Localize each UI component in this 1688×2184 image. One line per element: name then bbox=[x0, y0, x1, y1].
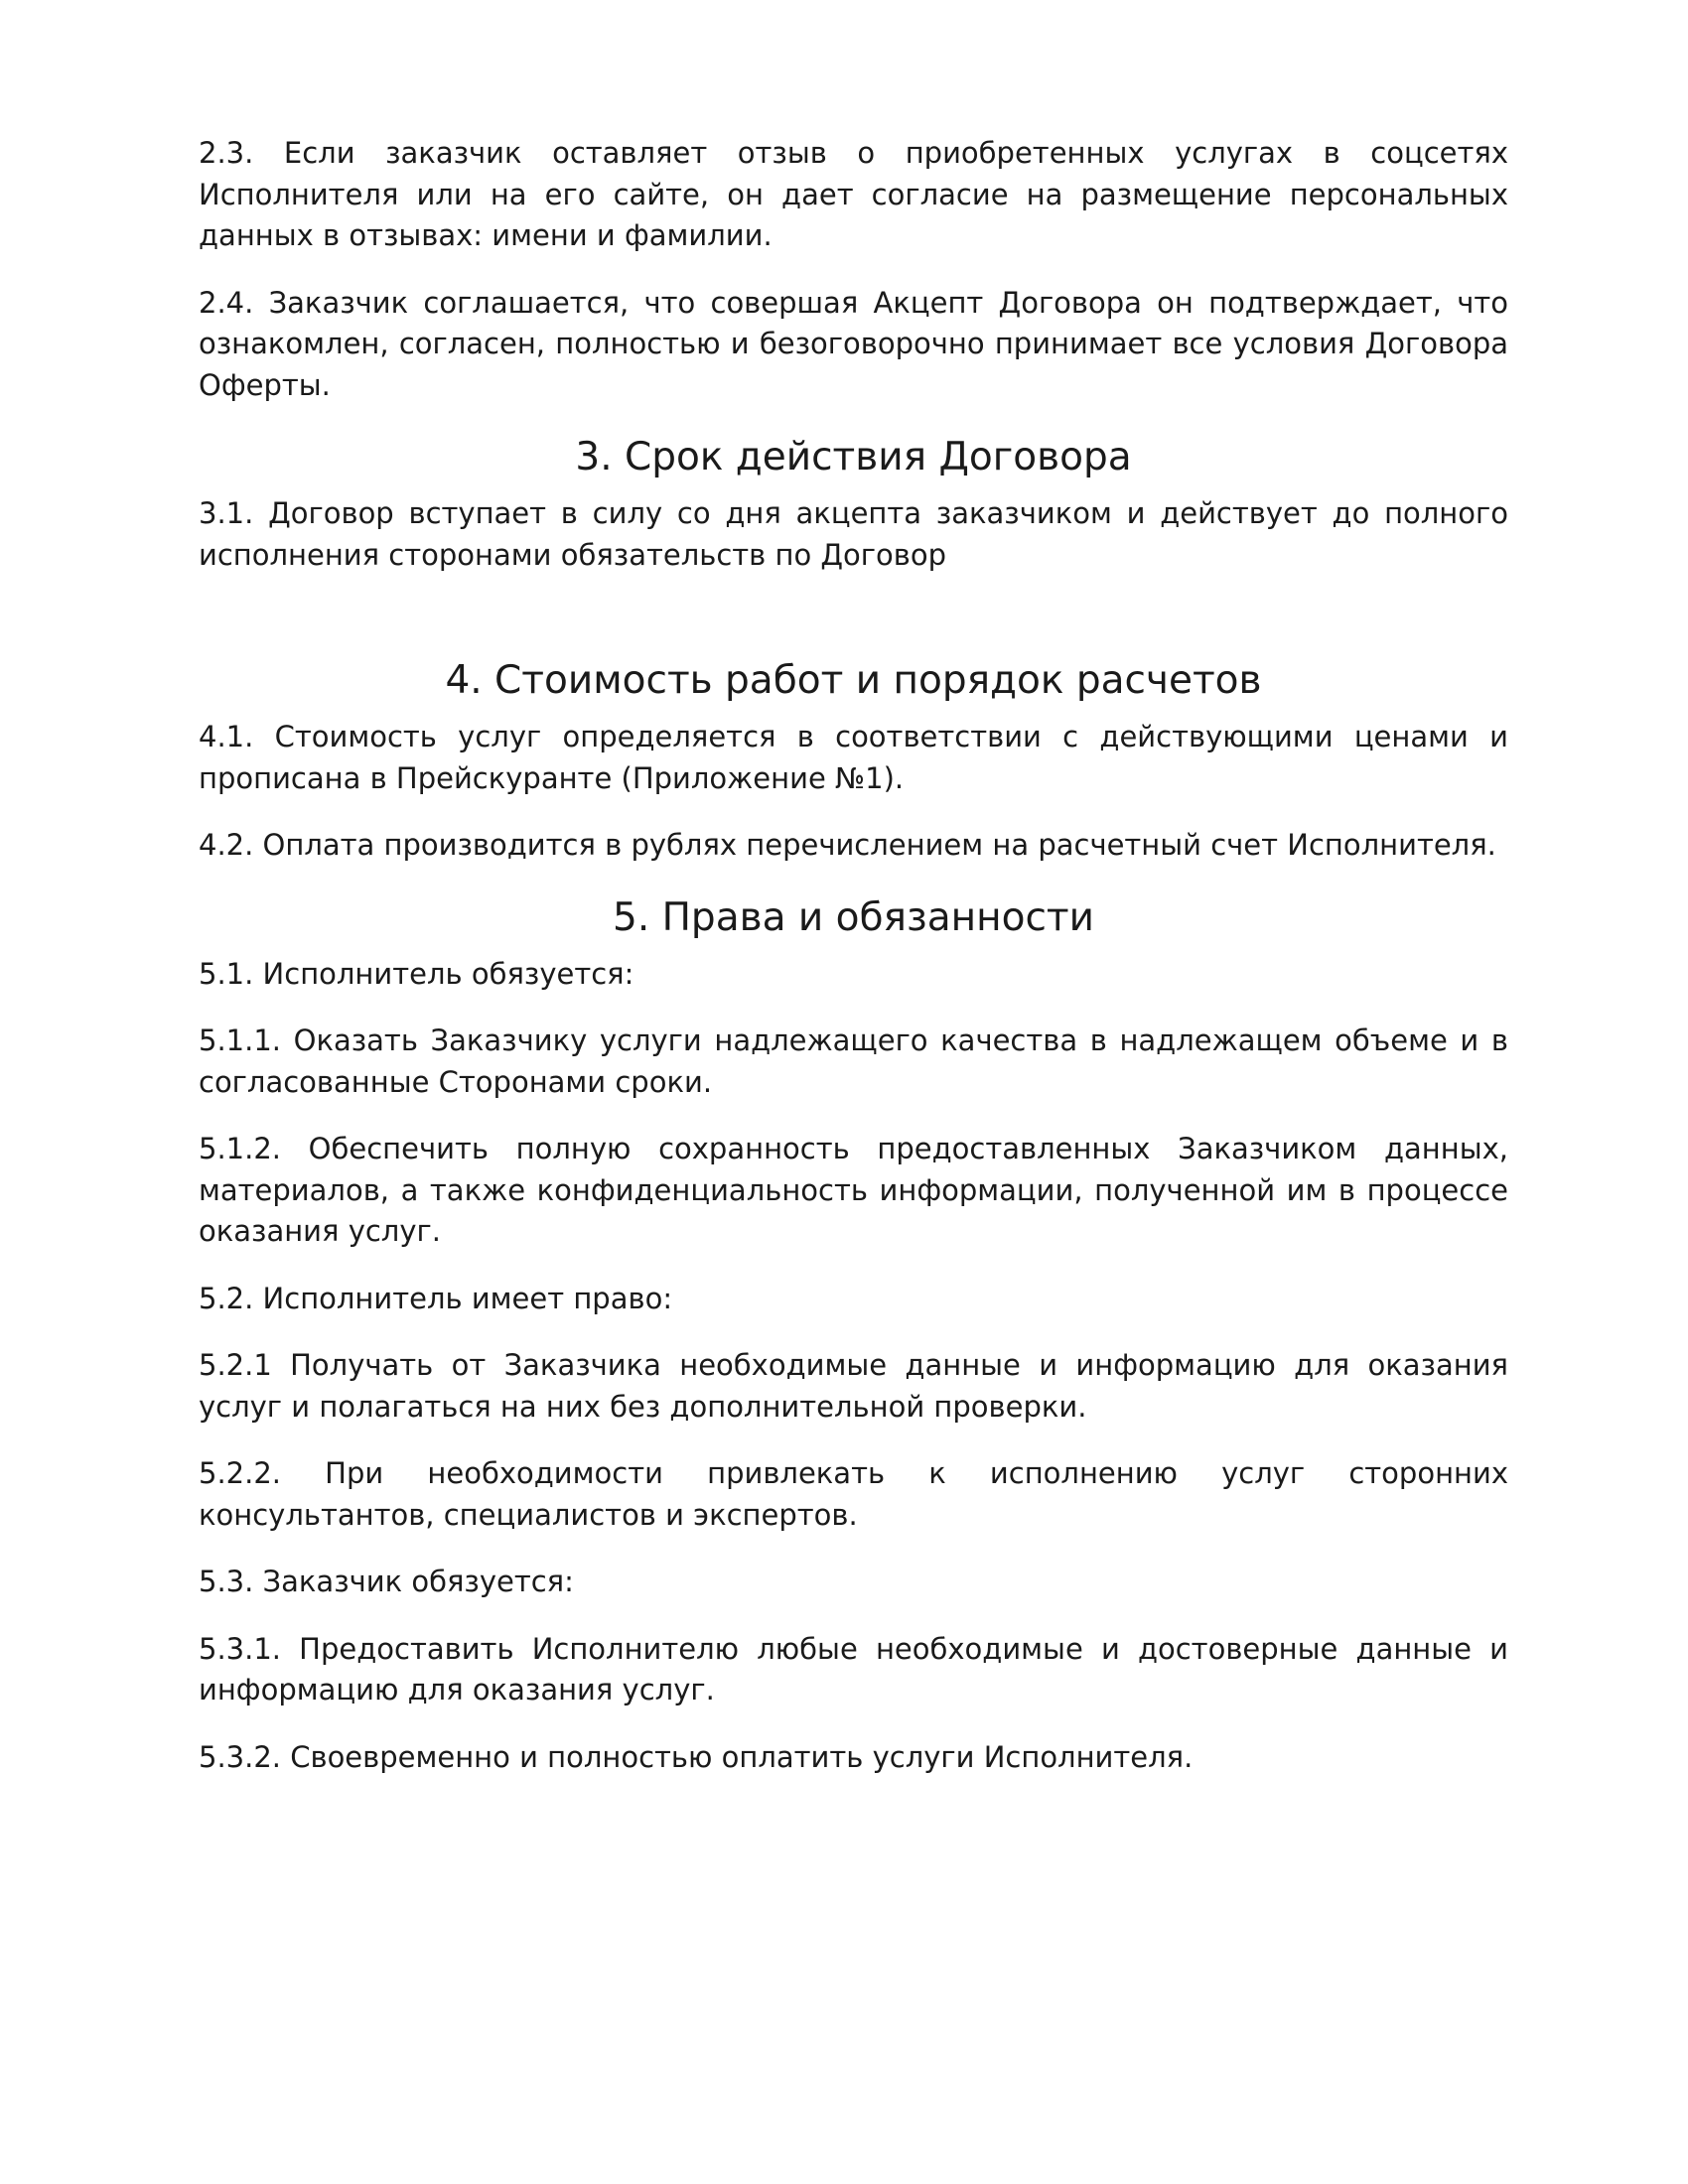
section-4-heading: 4. Стоимость работ и порядок расчетов bbox=[445, 658, 1262, 703]
clause-5-3-2: 5.3.2. Своевременно и полностью оплатить услуги Исполнителя. bbox=[199, 1739, 1194, 1774]
clause-4-2: 4.2. Оплата производится в рублях перечислением на расчетный счет Исполнителя. bbox=[199, 828, 1496, 862]
document-page bbox=[199, 133, 1508, 1804]
clause-5-3: 5.3. Заказчик обязуется: bbox=[199, 1565, 574, 1598]
clause-2-4: 2.4. Заказчик соглашается, что совершая Акцепт Договора он подтверждает, что ознакомлен, согласен, полностью и безоговорочно принимает все условия Договора Оферты. bbox=[199, 285, 1508, 402]
clause-5-1-1: 5.1.1. Оказать Заказчику услуги надлежащего качества в надлежащем объеме и в согласованные Сторонами сроки. bbox=[199, 1024, 1508, 1099]
section-3-heading: 3. Срок действия Договора bbox=[575, 435, 1132, 479]
clause-5-1-2: 5.1.2. Обеспечить полную сохранность предоставленных Заказчиком данных, материалов, а также конфиденциальность информации, полученной им в процессе оказания услуг. bbox=[199, 1132, 1508, 1248]
clause-5-2-2: 5.2.2. При необходимости привлекать к исполнению услуг сторонних консультантов, специалистов и экспертов. bbox=[199, 1456, 1508, 1532]
clause-5-2-1: 5.2.1 Получать от Заказчика необходимые данные и информацию для оказания услуг и полагаться на них без дополнительной проверки. bbox=[199, 1348, 1508, 1424]
clause-5-2: 5.2. Исполнитель имеет право: bbox=[199, 1281, 673, 1315]
clause-3-1: 3.1. Договор вступает в силу со дня акцепта заказчиком и действует до полного исполнения сторонами обязательств по Договор bbox=[199, 496, 1508, 572]
clause-2-3: 2.3. Если заказчик оставляет отзыв о приобретенных услугах в соцсетях Исполнителя или на его сайте, он дает согласие на размещение персональных данных в отзывах: имени и фамилии. bbox=[199, 136, 1508, 252]
clause-4-1: 4.1. Стоимость услуг определяется в соответствии с действующими ценами и прописана в Прейскуранте (Приложение №1). bbox=[199, 720, 1508, 795]
section-5-heading: 5. Права и обязанности bbox=[613, 894, 1094, 940]
clause-5-1: 5.1. Исполнитель обязуется: bbox=[199, 956, 634, 991]
clause-5-3-1: 5.3.1. Предоставить Исполнителю любые необходимые и достоверные данные и информацию для оказания услуг. bbox=[199, 1631, 1508, 1706]
